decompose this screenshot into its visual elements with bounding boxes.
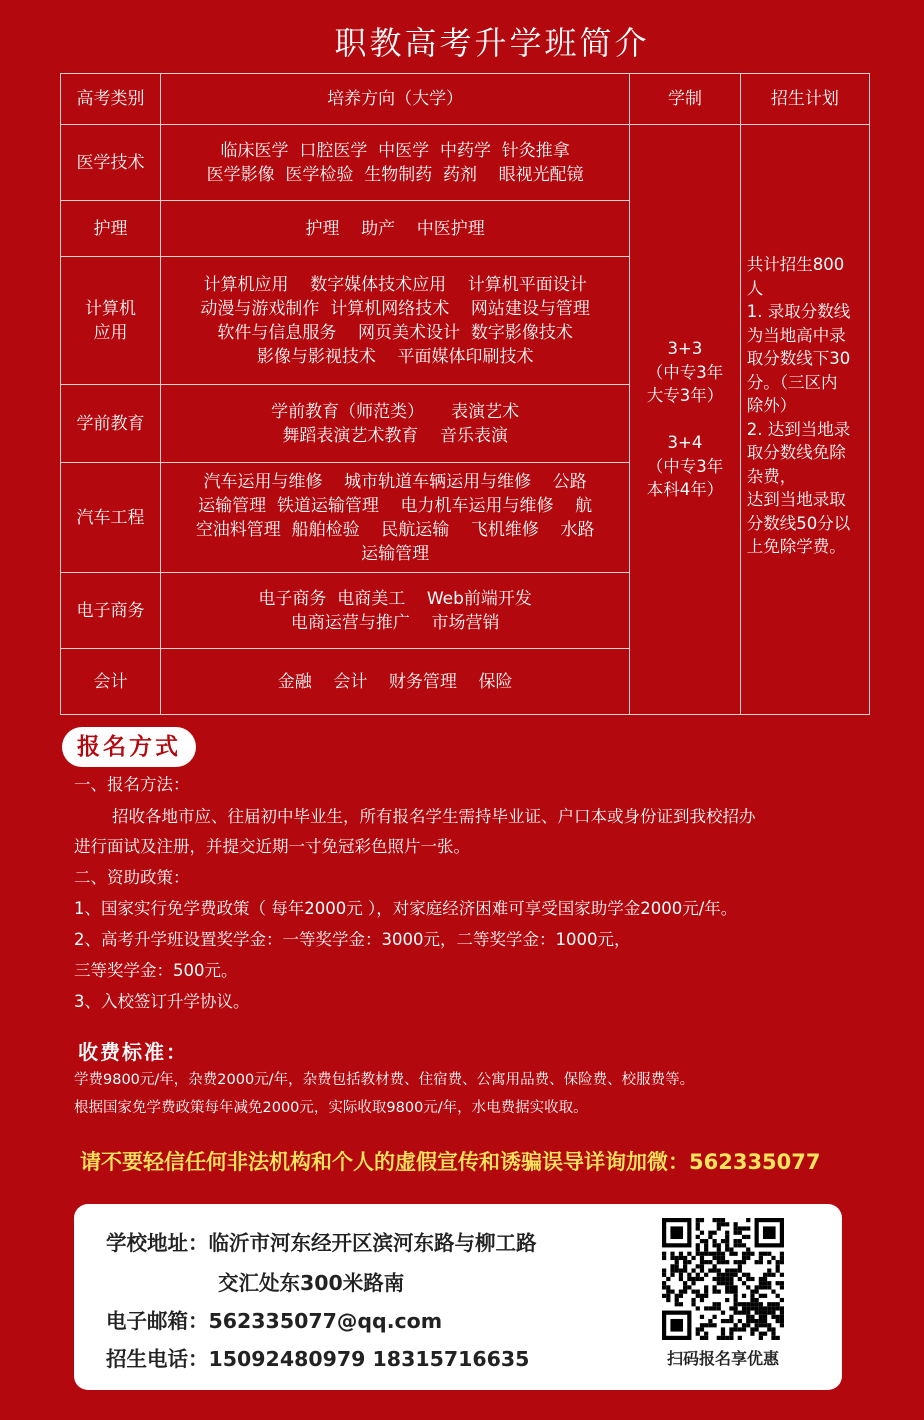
xuezhi-line: （中专3年: [646, 362, 724, 382]
page-title: 职教高考升学班简介: [334, 24, 650, 62]
xuezhi-cell: [630, 125, 741, 715]
majors-line: 软件与信息服务 网页美术设计 数字影像技术: [217, 322, 573, 343]
majors-cell: [161, 257, 630, 385]
majors-cell: [161, 385, 630, 463]
category-cell: [61, 573, 161, 649]
majors-line: 舞蹈表演艺术教育 音乐表演: [282, 425, 508, 446]
phone-label: 招生电话：: [106, 1347, 209, 1371]
majors-line: 运输管理: [361, 543, 430, 564]
plan-line: 上免除学费。: [746, 537, 846, 556]
plan-cell: [740, 125, 869, 715]
majors-line: 电子商务 电商美工 Web前端开发: [258, 588, 532, 609]
category-cell: [61, 649, 161, 715]
phone-value[interactable]: 15092480979 18315716635: [208, 1347, 530, 1371]
majors-line: 影像与影视技术 平面媒体印刷技术: [256, 346, 534, 367]
email-line: [106, 1304, 442, 1334]
category-text: 会计: [93, 671, 128, 692]
aid-item-2-cont: 三等奖学金：500元。: [74, 961, 238, 980]
majors-cell: [161, 463, 630, 573]
majors-cell: [161, 125, 630, 201]
signup-heading-2: 二、资助政策：: [74, 868, 190, 887]
xuezhi-line: 3+4: [667, 433, 703, 453]
warning-text: 请不要轻信任何非法机构和个人的虚假宣传和诱骗误导详询加微：562335077: [80, 1150, 821, 1174]
aid-item-2: 2、高考升学班设置奖学金：一等奖学金：3000元，二等奖学金：1000元，: [74, 930, 631, 949]
category-text: 汽车工程: [76, 507, 145, 528]
xuezhi-line: （中专3年: [646, 456, 724, 476]
signup-text: 进行面试及注册，并提交近期一寸免冠彩色照片一张。: [74, 837, 470, 856]
category-text: 医学技术: [76, 152, 145, 173]
majors-cell: [161, 201, 630, 257]
signup-text: 招收各地市应、往届初中毕业生，所有报名学生需持毕业证、户口本或身份证到我校招办: [112, 807, 756, 826]
qr-code-icon[interactable]: [662, 1218, 784, 1340]
xuezhi-line: 3+3: [667, 339, 703, 359]
signup-badge: 报名方式: [62, 727, 196, 767]
majors-cell: [161, 573, 630, 649]
address-line: [106, 1226, 537, 1256]
category-cell: [61, 125, 161, 201]
plan-line: 除外）: [746, 396, 797, 415]
plan-line: 取分数线免除: [746, 443, 846, 462]
signup-heading-1: 一、报名方法：: [74, 775, 190, 794]
fee-heading: 收费标准：: [78, 1040, 188, 1064]
fee-line: 学费9800元/年，杂费2000元/年，杂费包括教材费、住宿费、公寓用品费、保险费、校服费等。: [74, 1072, 695, 1088]
majors-line: 汽车运用与维修 城市轨道车辆运用与维修 公路: [203, 471, 587, 492]
category-text: 计算机: [85, 298, 137, 319]
category-cell: [61, 385, 161, 463]
majors-cell: [161, 649, 630, 715]
contact-card: [74, 1204, 842, 1390]
aid-item-3: 3、入校签订升学协议。: [74, 992, 250, 1011]
qr-caption: 扫码报名享优惠: [666, 1349, 779, 1368]
majors-line: 医学影像 医学检验 生物制药 药剂 眼视光配镜: [206, 164, 584, 185]
address-line-2: 交汇处东300米路南: [218, 1271, 405, 1295]
fee-line: 根据国家免学费政策每年减免2000元，实际收取9800元/年，水电费据实收取。: [74, 1100, 588, 1116]
plan-line: 分。（三区内: [746, 372, 838, 392]
plan-line: 达到当地录取: [746, 490, 846, 509]
majors-line: 空油料管理 船舶检验 民航运输 飞机维修 水路: [195, 519, 595, 540]
header-direction: 培养方向（大学）: [161, 74, 630, 125]
majors-line: 计算机应用 数字媒体技术应用 计算机平面设计: [203, 274, 587, 295]
plan-line: 2. 达到当地录: [746, 419, 851, 439]
xuezhi-line: [634, 408, 736, 432]
phone-line: [106, 1342, 529, 1372]
plan-line: 1. 录取分数线: [746, 302, 851, 321]
program-table: [60, 73, 870, 715]
plan-line: 杂费，: [746, 466, 797, 486]
category-text: 护理: [93, 218, 128, 239]
category-cell: [61, 257, 161, 385]
majors-line: 动漫与游戏制作 计算机网络技术 网站建设与管理: [200, 298, 590, 319]
email-value[interactable]: 562335077@qq.com: [208, 1309, 443, 1333]
majors-line: 临床医学 口腔医学 中医学 中药学 针灸推拿: [220, 140, 570, 161]
category-cell: [61, 463, 161, 573]
majors-line: 电商运营与推广 市场营销: [290, 612, 500, 633]
xuezhi-line: 本科4年）: [646, 480, 724, 500]
majors-line: 运输管理 铁道运输管理 电力机车运用与维修 航: [198, 495, 593, 516]
category-text: 应用: [93, 322, 128, 343]
plan-line: 为当地高中录: [746, 325, 846, 345]
category-text: 电子商务: [76, 600, 145, 621]
plan-line: 取分数线下30: [746, 349, 851, 368]
xuezhi-line: 大专3年）: [646, 386, 724, 406]
header-plan: 招生计划: [740, 74, 869, 125]
plan-line: 共计招生800: [746, 255, 845, 274]
category-text: 学前教育: [76, 413, 145, 434]
aid-item-1: 1、国家实行免学费政策（ 每年2000元 ），对家庭经济困难可享受国家助学金2000元/年。: [74, 899, 738, 918]
majors-line: 学前教育（师范类） 表演艺术: [271, 401, 520, 422]
email-label: 电子邮箱：: [106, 1309, 209, 1333]
majors-line: 金融 会计 财务管理 保险: [277, 671, 513, 692]
header-category: 高考类别: [61, 74, 161, 125]
table-header-row: [61, 74, 870, 125]
header-xuezhi: 学制: [630, 74, 741, 125]
address-label: 学校地址：: [106, 1231, 209, 1255]
plan-line: 分数线50分以: [746, 513, 851, 533]
category-cell: [61, 201, 161, 257]
table-row: [61, 125, 870, 201]
majors-line: 护理 助产 中医护理: [305, 218, 485, 239]
address-value: 临沂市河东经开区滨河东路与柳工路: [208, 1231, 537, 1255]
plan-line: 人: [746, 278, 764, 298]
